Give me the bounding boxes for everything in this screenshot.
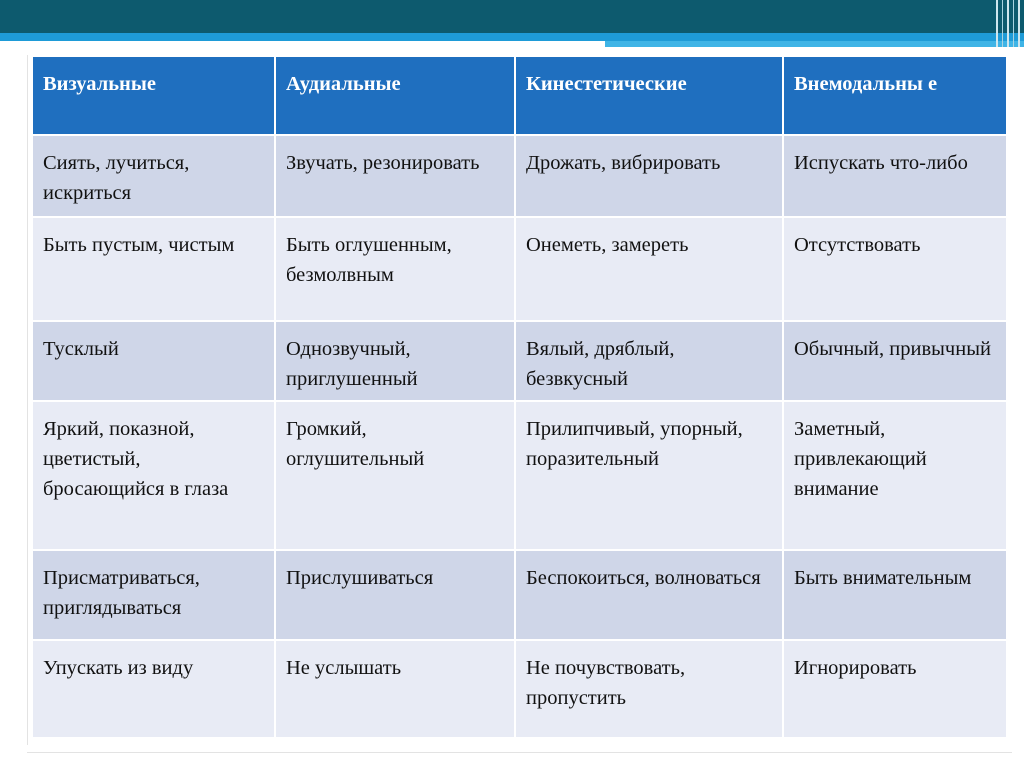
table-row [32, 401, 1007, 550]
table-cell: Не почувствовать, пропустить [515, 640, 783, 738]
modality-table [31, 55, 1008, 739]
header-auditory: Аудиальные [275, 56, 515, 135]
table-cell: Беспокоиться, волноваться [515, 550, 783, 640]
table-cell: Звучать, резонировать [275, 135, 515, 217]
table-row [32, 640, 1007, 738]
top-banner [0, 0, 1024, 33]
banner-decor-line [1013, 0, 1014, 47]
top-banner-accent [605, 41, 1024, 47]
table-cell: Упускать из виду [32, 640, 275, 738]
table-cell: Отсутствовать [783, 217, 1007, 321]
table-row [32, 321, 1007, 401]
table-header-row [32, 56, 1007, 135]
table-cell: Обычный, привычный [783, 321, 1007, 401]
table-cell: Тусклый [32, 321, 275, 401]
table-cell: Игнорировать [783, 640, 1007, 738]
top-banner-stripe [0, 33, 1024, 41]
table-cell: Громкий, оглушительный [275, 401, 515, 550]
banner-decor-line [1002, 0, 1003, 47]
header-visual: Визуальные [32, 56, 275, 135]
table-cell: Прилипчивый, упорный, поразительный [515, 401, 783, 550]
slide-left-rule [27, 55, 28, 745]
header-kinesthetic: Кинестетические [515, 56, 783, 135]
slide-bottom-rule [27, 752, 1012, 753]
banner-decor-line [1007, 0, 1009, 47]
banner-decor-line [1018, 0, 1020, 47]
header-amodal: Внемодальны е [783, 56, 1007, 135]
table-cell: Яркий, показной, цветистый, бросающийся в глаза [32, 401, 275, 550]
table-cell: Не услышать [275, 640, 515, 738]
table-cell: Быть внимательным [783, 550, 1007, 640]
table-cell: Прислушиваться [275, 550, 515, 640]
table-cell: Присматриваться, приглядываться [32, 550, 275, 640]
table-cell: Испускать что-либо [783, 135, 1007, 217]
table-cell: Быть оглушенным, безмолвным [275, 217, 515, 321]
table-row [32, 550, 1007, 640]
banner-decor-line [996, 0, 998, 47]
table-cell: Дрожать, вибрировать [515, 135, 783, 217]
table-cell: Вялый, дряблый, безвкусный [515, 321, 783, 401]
table-cell: Онеметь, замереть [515, 217, 783, 321]
table-cell: Сиять, лучиться, искриться [32, 135, 275, 217]
table-cell: Быть пустым, чистым [32, 217, 275, 321]
table-row [32, 135, 1007, 217]
table-cell: Однозвучный, приглушенный [275, 321, 515, 401]
table-cell: Заметный, привлекающий внимание [783, 401, 1007, 550]
table-row [32, 217, 1007, 321]
